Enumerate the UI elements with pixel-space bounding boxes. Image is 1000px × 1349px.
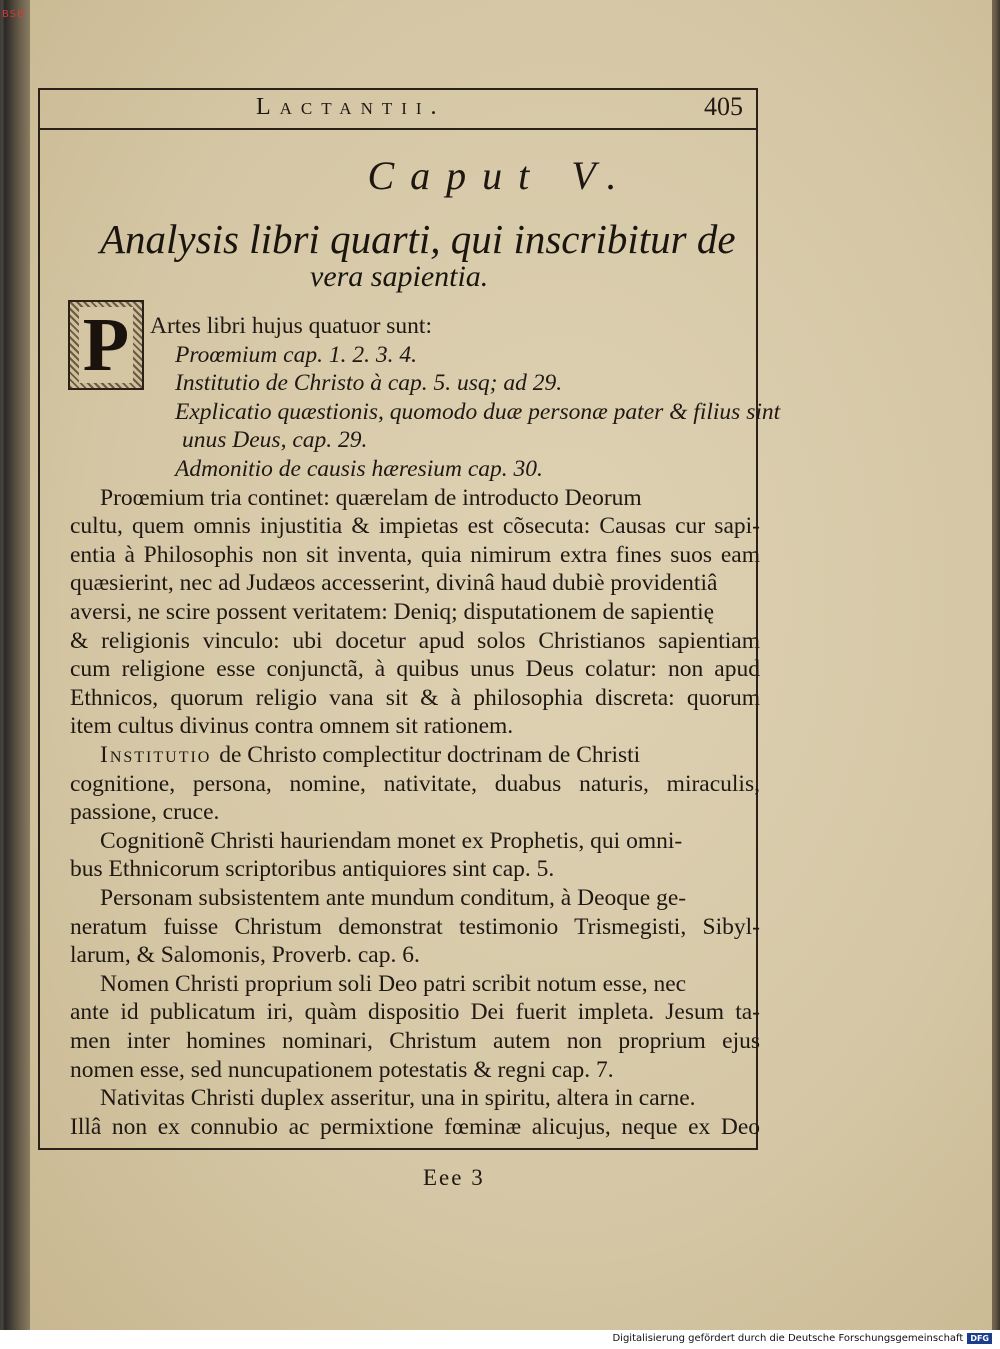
left-rule bbox=[38, 88, 40, 1150]
body-line: Explicatio quæstionis, quomodo duæ personæ pater & filius sint bbox=[175, 398, 781, 425]
body-line: Personam subsistentem ante mundum conditum, à Deoque ge- bbox=[100, 885, 687, 911]
body-line: Institutio de Christo complectitur doctrinam de Christi bbox=[100, 742, 641, 768]
chapter-heading: Caput V. bbox=[367, 153, 633, 198]
body-line: larum, & Salomonis, Proverb. cap. 6. bbox=[70, 942, 420, 969]
page-number: 405 bbox=[704, 92, 743, 121]
header-rule bbox=[38, 128, 758, 130]
body-line: cognitione, persona, nomine, nativitate, duabus naturis, miraculis, bbox=[70, 770, 760, 797]
body-line: & religionis vinculo: ubi docetur apud solos Christianos sapientiam bbox=[70, 627, 760, 654]
body-line: entia à Philosophis non sit inventa, quia nimirum extra fines suos eam bbox=[70, 541, 760, 568]
body-line: Illâ non ex connubio ac permixtione fœminæ alicujus, neque ex Deo bbox=[70, 1113, 760, 1140]
running-title: Lactantii. bbox=[256, 94, 446, 120]
library-stamp: BSB bbox=[2, 9, 25, 20]
drop-cap-letter: P bbox=[79, 307, 133, 383]
body-line: quæsierint, nec ad Judæos accesserint, divinâ haud dubiè providentiâ bbox=[70, 570, 718, 597]
body-line: nomen esse, sed nuncupationem potestatis & regni cap. 7. bbox=[70, 1056, 614, 1083]
body-line: Institutio de Christo à cap. 5. usq; ad 29. bbox=[175, 370, 563, 397]
body-line: aversi, ne scire possent veritatem: Deniq; disputationem de sapientię bbox=[70, 599, 715, 625]
credit-text: Digitalisierung gefördert durch die Deutsche Forschungsgemeinschaft bbox=[612, 1333, 964, 1344]
body-line: ante id publicatum iri, quàm dispositio Dei fuerit impleta. Jesum ta- bbox=[70, 999, 760, 1026]
dfg-logo: DFG bbox=[967, 1333, 992, 1344]
body-line: bus Ethnicorum scriptoribus antiquiores sint cap. 5. bbox=[70, 856, 555, 883]
body-line: Admonitio de causis hæresium cap. 30. bbox=[175, 456, 543, 482]
digitization-credit bbox=[612, 1333, 992, 1344]
signature-mark: Eee 3 bbox=[423, 1165, 485, 1190]
body-line: unus Deus, cap. 29. bbox=[182, 427, 368, 454]
body-line: men inter homines nominari, Christum autem non proprium ejus bbox=[70, 1028, 760, 1054]
body-line: Proœmium tria continet: quærelam de introducto Deorum bbox=[100, 484, 642, 511]
top-rule bbox=[38, 88, 758, 90]
body-line: item cultus divinus contra omnem sit rationem. bbox=[70, 713, 514, 740]
body-line: passione, cruce. bbox=[70, 799, 220, 826]
ornamental-drop-cap bbox=[68, 300, 144, 390]
chapter-title-line-2: vera sapientia. bbox=[310, 260, 489, 293]
chapter-title-line-1: Analysis libri quarti, qui inscribitur de bbox=[100, 216, 736, 262]
body-line: Nomen Christi proprium soli Deo patri scribit notum esse, nec bbox=[100, 970, 687, 997]
body-line: Proœmium cap. 1. 2. 3. 4. bbox=[175, 341, 417, 368]
bottom-rule bbox=[38, 1148, 758, 1150]
body-line: neratum fuisse Christum demonstrat testimonio Trismegisti, Sibyl- bbox=[70, 913, 760, 940]
body-line: Artes libri hujus quatuor sunt: bbox=[150, 313, 432, 339]
body-line: Nativitas Christi duplex asseritur, una in spiritu, altera in carne. bbox=[100, 1085, 696, 1112]
body-line: Ethnicos, quorum religio vana sit & à philosophia discreta: quorum bbox=[70, 684, 760, 711]
body-line: cultu, quem omnis injustitia & impietas est cõsecuta: Causas cur sapi- bbox=[70, 513, 760, 540]
body-line: Cognitionẽ Christi hauriendam monet ex Prophetis, qui omni- bbox=[100, 827, 683, 854]
body-line: cum religione esse conjunctã, à quibus unus Deus colatur: non apud bbox=[70, 656, 760, 683]
